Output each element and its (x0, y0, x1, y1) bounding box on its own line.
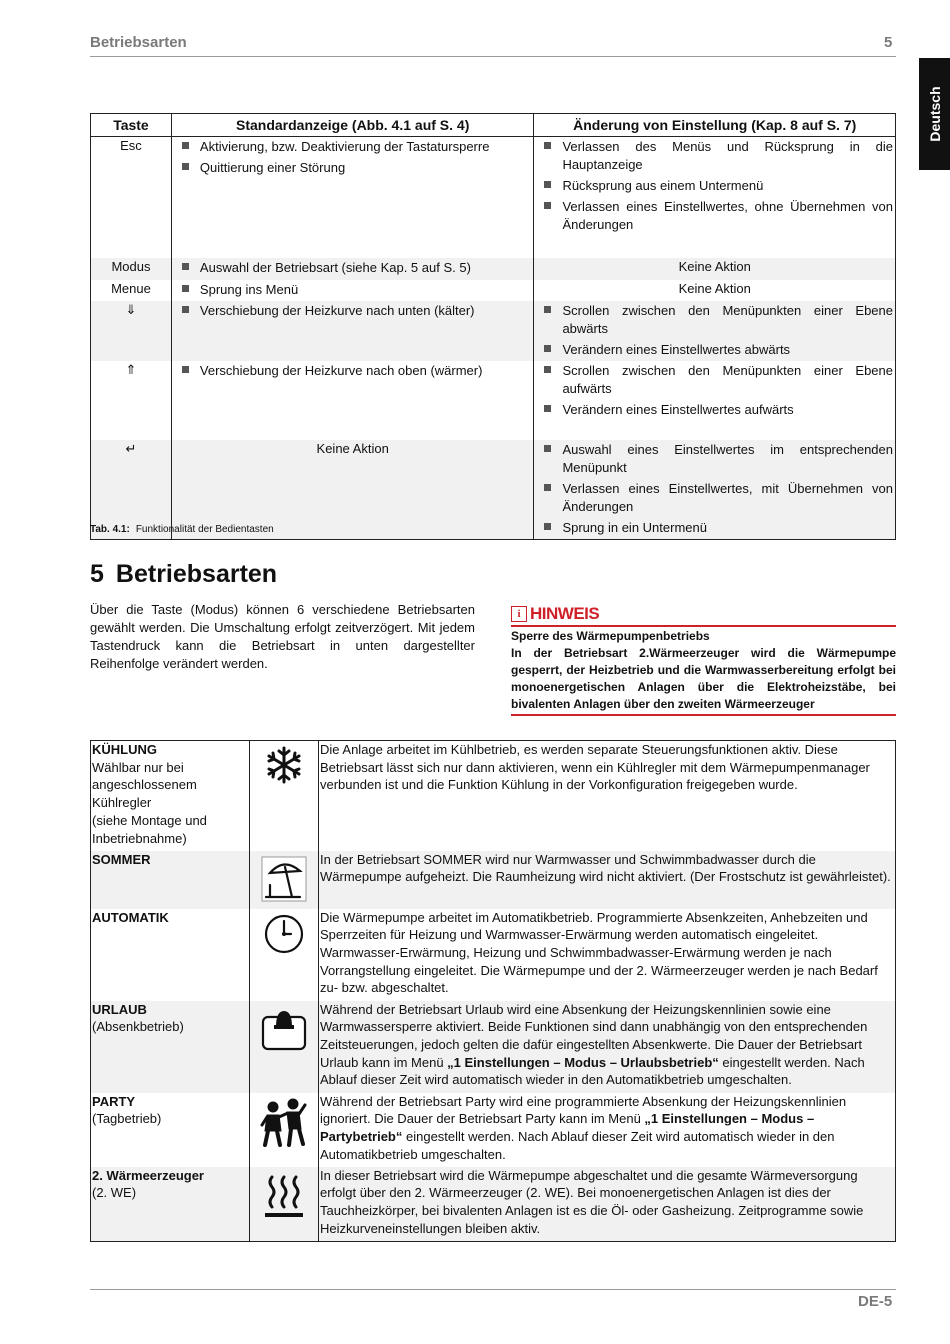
desc-text: Die Anlage arbeitet im Kühlbetrieb, es werden separate Steuerungsfunktionen aktiv. Diese Betriebsart lässt sich nur dann aktivieren, wenn ein Kühlregler mit dem Wärmepumpenmanager verbunden ist und die Funktion Kühlung in der Vorkonfiguration freigegeben wurde. (320, 742, 870, 793)
mode-subtext: (siehe Montage und Inbetriebnahme) (92, 812, 207, 846)
mode-description (319, 909, 896, 1001)
note-title: HINWEIS (530, 604, 600, 623)
parasol-icon (260, 855, 308, 903)
suitcase-icon (260, 1005, 308, 1053)
note-body (511, 627, 896, 716)
note-subtitle: Sperre des Wärmepumpenbetriebs (511, 629, 710, 643)
key-cell: Menue (91, 280, 172, 301)
note-text: In der Betriebsart 2.Wärmeerzeuger wird die Wärmepumpe gesperrt, der Heizbetrieb und die Warmwasserbereitung erfolgt bei monoenergetischen Anlagen über die Elektroheizstäbe, bei bivalenten Anlagen über den zweiten Wärmeerzeuger (511, 646, 896, 711)
desc-menu-path: „1 Einstellungen – Modus – Partybetrieb“ (320, 1111, 815, 1144)
table-row (91, 301, 896, 361)
bullet-item: Verschiebung der Heizkurve nach unten (kälter) (174, 301, 532, 322)
desc-text: In der Betriebsart SOMMER wird nur Warmwasser und Schwimmbadwasser durch die Wärmepumpe aufgeheizt. Die Raumheizung wird nicht aktiviert. (Der Frostschutz ist gewährleistet). (320, 851, 891, 885)
bullet-item: Sprung in ein Untermenü (536, 518, 893, 539)
mode-icon-cell (250, 1001, 319, 1093)
change-cell: Keine Aktion (534, 280, 896, 301)
col-header-change: Änderung von Einstellung (Kap. 8 auf S. 7) (534, 114, 896, 137)
mode-name: 2. Wärmeerzeuger (92, 1167, 204, 1183)
desc-text: Die Wärmepumpe arbeitet im Automatikbetrieb. Programmierte Absenkzeiten, Anhebzeiten und Sperrzeiten für Heizung und Warmwasser-Erwärmung werden automatisch eingeleitet. Warmwasser-Erwärmung, Heizung und Schwimmbadwasser-Erwärmung werden je nach Vorrangstellung eingeleitet. Die Wärmepumpe und der 2. Wärmeerzeuger werden je nach Bedarf zu- bzw. abgeschaltet. (320, 909, 878, 996)
language-tab (919, 58, 950, 170)
key-cell: Modus (91, 258, 172, 280)
mode-description (319, 741, 896, 851)
bullet-item: Auswahl eines Einstellwertes im entsprechenden Menüpunkt (536, 440, 893, 479)
table-row (91, 280, 896, 301)
mode-subtext: (2. WE) (92, 1185, 137, 1201)
footer-rule (90, 1289, 896, 1290)
bullet-item (174, 258, 532, 279)
mode-name: KÜHLUNG (92, 742, 157, 757)
note-box (511, 604, 896, 716)
mode-icon-cell (250, 909, 319, 1001)
mode-name: URLAUB (92, 1001, 147, 1017)
mode-row (91, 741, 896, 851)
mode-description (319, 1167, 896, 1242)
mode-description (319, 1001, 896, 1093)
snowflake-icon (264, 745, 304, 785)
mode-name-cell (91, 741, 250, 851)
desc-text: In dieser Betriebsart wird die Wärmepumpe abgeschaltet und die gesamte Wärmeversorgung erfolgt über den 2. Wärmeerzeuger (2. WE). Bei monoenergetischen Anlagen ist dies der Tauchheizkörper, bei bivalenten Anlagen ist es die Öl- oder Gasheizung. Zeitprogramme sowie Heizkurveneinstellungen bleiben aktiv. (320, 1167, 864, 1236)
mode-icon-cell (250, 1093, 319, 1167)
desc-text: eingestellt werden. Nach Ablauf dieser Zeit wird automatisch wieder in den Automatikbetrieb umgeschalten. (320, 1128, 835, 1162)
bullet-item: Verlassen eines Einstellwertes, ohne Übernehmen von Änderungen (536, 197, 893, 236)
change-cell: Keine Aktion (534, 258, 896, 280)
caption-label: Tab. 4.1: (90, 524, 130, 535)
section-heading (90, 560, 289, 589)
heat-waves-icon (262, 1171, 306, 1219)
footer-page-number: DE-5 (858, 1293, 893, 1310)
col-header-key: Taste (91, 114, 172, 137)
standard-cell (171, 258, 534, 280)
note-header (511, 604, 896, 627)
intro-paragraph: Über die Taste (Modus) können 6 verschiedene Betriebsarten gewählt werden. Die Umschaltung erfolgt zeitverzögert. Mit jedem Tastendruck kann die Betriebsart in unten dargestellter Reihenfolge verändert werden. (90, 602, 475, 671)
mode-name-cell (91, 1167, 250, 1242)
key-cell-enter: ↵ (91, 440, 172, 540)
mode-name: AUTOMATIK (92, 909, 169, 925)
bullet-item: Verschiebung der Heizkurve nach oben (wärmer) (174, 361, 532, 382)
mode-name-cell (91, 1001, 250, 1093)
standard-cell (171, 301, 534, 361)
change-cell (534, 301, 896, 361)
mode-icon-cell (250, 741, 319, 851)
info-icon: i (511, 606, 527, 622)
mode-row (91, 1093, 896, 1167)
table-row (91, 258, 896, 280)
bullet-item: Verlassen des Menüs und Rücksprung in die Hauptanzeige (536, 137, 893, 176)
language-tab-label: Deutsch (926, 86, 943, 142)
standard-cell (171, 280, 534, 301)
key-function-table (90, 113, 896, 540)
bullet-item: Verändern eines Einstellwertes aufwärts (536, 400, 893, 421)
table-row (91, 137, 896, 258)
mode-name-cell (91, 1093, 250, 1167)
mode-name-cell (91, 851, 250, 909)
mode-subtext: (Absenkbetrieb) (92, 1019, 184, 1035)
bullet-item: Sprung ins Menü (174, 280, 532, 301)
change-cell (534, 137, 896, 258)
mode-subtext: (Tagbetrieb) (92, 1111, 162, 1127)
standard-cell: Keine Aktion (171, 440, 534, 540)
bullet-text: Auswahl der Betriebsart (siehe Kap. 5 auf S. 5) (199, 259, 471, 275)
mode-name: SOMMER (92, 851, 151, 867)
mode-name: PARTY (92, 1093, 136, 1109)
desc-menu-path: „1 Einstellungen – Modus – Urlaubsbetrieb“ (447, 1054, 719, 1070)
table-header-row (91, 114, 896, 137)
clock-icon (263, 913, 305, 955)
mode-description (319, 1093, 896, 1167)
mode-description (319, 851, 896, 909)
mode-row (91, 909, 896, 1001)
mode-row (91, 1167, 896, 1242)
key-cell: Esc (91, 137, 172, 258)
mode-row (91, 851, 896, 909)
mode-subtext: Wählbar nur bei angeschlossenem Kühlregler (92, 759, 197, 811)
bullet-item: Aktivierung, bzw. Deaktivierung der Tastatursperre (174, 137, 532, 158)
change-cell (534, 361, 896, 440)
desc-text: Während der Betriebsart Party wird eine programmierte Absenkung der Heizungskennlinien ignoriert. Die Dauer der Betriebsart Party kann im Menü (320, 1093, 847, 1127)
bullet-item: Rücksprung aus einem Untermenü (536, 176, 893, 197)
bullet-item: Verändern eines Einstellwertes abwärts (536, 340, 893, 361)
standard-cell (171, 361, 534, 440)
bullet-item: Quittierung einer Störung (174, 158, 532, 179)
header-rule (90, 56, 896, 57)
bullet-item: Scrollen zwischen den Menüpunkten einer Ebene aufwärts (536, 361, 893, 400)
change-cell (534, 440, 896, 540)
mode-name-cell (91, 909, 250, 1001)
table-row (91, 361, 896, 440)
desc-text: eingestellt werden. Nach Ablauf dieser Zeit wird automatisch wieder in den Automatikbetrieb umgeschalten. (320, 1054, 865, 1088)
mode-icon-cell (250, 851, 319, 909)
mode-icon-cell (250, 1167, 319, 1242)
desc-text: Während der Betriebsart Urlaub wird eine Absenkung der Heizungskennlinien sowie eine Warmwassersperre aktiviert. Beide Funktionen sind dann unabhängig von den entsprechenden Zeitsteuerungen, jedoch gelten die dafür eingestellten Absenkwerte. Die Dauer der Betriebsart Urlaub kann im Menü (320, 1001, 868, 1070)
standard-cell (171, 137, 534, 258)
key-cell-arrow-up: ⇑ (91, 361, 172, 440)
table-caption (90, 524, 274, 535)
bullet-item: Scrollen zwischen den Menüpunkten einer Ebene abwärts (536, 301, 893, 340)
header-section-title: Betriebsarten (90, 34, 187, 51)
mode-row (91, 1001, 896, 1093)
header-page-number: 5 (884, 34, 893, 51)
col-header-standard: Standardanzeige (Abb. 4.1 auf S. 4) (171, 114, 534, 137)
operating-modes-table (90, 740, 896, 1242)
caption-text: Funktionalität der Bedientasten (135, 524, 274, 535)
section-number: 5 (90, 560, 104, 588)
key-cell-arrow-down: ⇓ (91, 301, 172, 361)
bullet-item: Verlassen eines Einstellwertes, mit Übernehmen von Änderungen (536, 479, 893, 518)
section-title: Betriebsarten (115, 560, 278, 588)
party-people-icon (260, 1097, 308, 1149)
